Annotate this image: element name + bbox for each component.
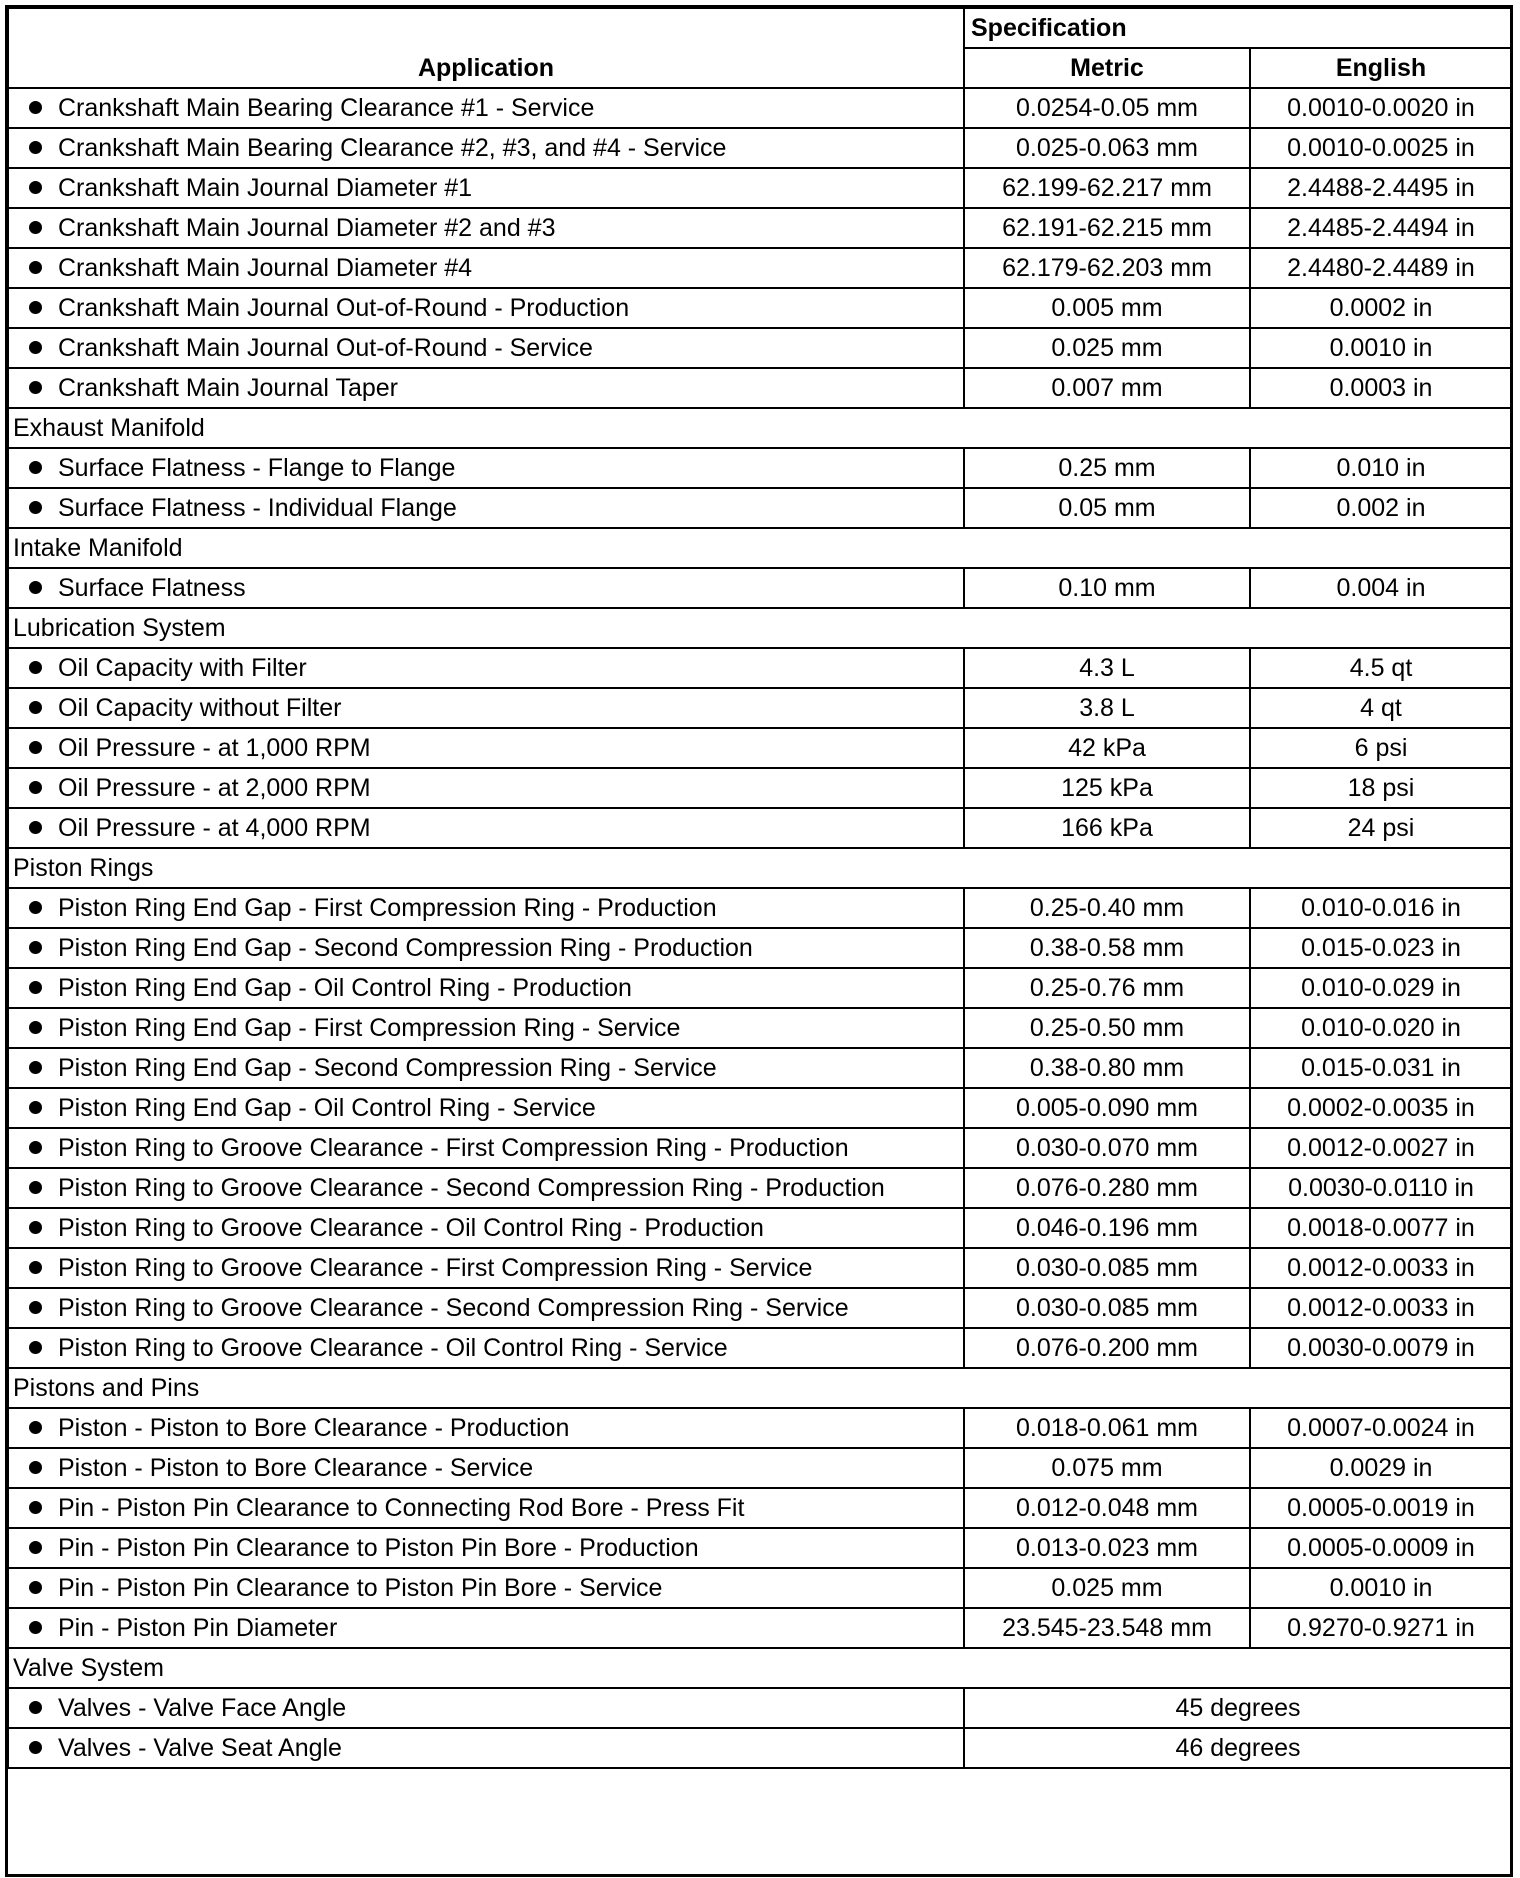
bullet-icon <box>29 1421 42 1434</box>
english-value-cell: 2.4480-2.4489 in <box>1250 248 1512 288</box>
application-cell <box>8 248 964 288</box>
application-cell <box>8 1328 964 1368</box>
bullet-icon <box>29 381 42 394</box>
table-row <box>8 1128 1512 1168</box>
table-row <box>8 488 1512 528</box>
metric-value-cell: 0.025 mm <box>964 328 1250 368</box>
table-row <box>8 208 1512 248</box>
table-row <box>8 688 1512 728</box>
metric-value-cell: 0.076-0.280 mm <box>964 1168 1250 1208</box>
table-row <box>8 928 1512 968</box>
application-cell <box>8 88 964 128</box>
application-cell <box>8 1288 964 1328</box>
english-value-cell: 0.002 in <box>1250 488 1512 528</box>
bullet-icon <box>29 661 42 674</box>
section-header-row <box>8 1368 1512 1408</box>
bullet-icon <box>29 941 42 954</box>
application-label: Valves - Valve Seat Angle <box>58 1734 342 1762</box>
metric-value-cell: 0.0254-0.05 mm <box>964 88 1250 128</box>
bullet-icon <box>29 1221 42 1234</box>
application-label: Pin - Piston Pin Diameter <box>58 1614 338 1642</box>
table-row <box>8 328 1512 368</box>
application-cell <box>8 1688 964 1728</box>
application-label: Piston Ring to Groove Clearance - First Compression Ring - Service <box>58 1254 813 1282</box>
table-row <box>8 168 1512 208</box>
application-cell <box>8 808 964 848</box>
application-cell <box>8 728 964 768</box>
bullet-icon <box>29 1021 42 1034</box>
english-value-cell: 0.9270-0.9271 in <box>1250 1608 1512 1648</box>
metric-value-cell: 0.005 mm <box>964 288 1250 328</box>
bullet-icon <box>29 1341 42 1354</box>
section-title: Pistons and Pins <box>8 1368 1512 1408</box>
bullet-icon <box>29 1101 42 1114</box>
english-value-cell: 0.0007-0.0024 in <box>1250 1408 1512 1448</box>
application-cell <box>8 328 964 368</box>
table-row <box>8 1048 1512 1088</box>
table-row <box>8 888 1512 928</box>
table-row <box>8 288 1512 328</box>
metric-value-cell: 0.076-0.200 mm <box>964 1328 1250 1368</box>
application-label: Surface Flatness - Individual Flange <box>58 494 457 522</box>
application-label: Piston - Piston to Bore Clearance - Production <box>58 1414 570 1442</box>
table-row <box>8 1488 1512 1528</box>
section-header-row <box>8 528 1512 568</box>
english-value-cell: 0.0005-0.0019 in <box>1250 1488 1512 1528</box>
application-label: Piston - Piston to Bore Clearance - Service <box>58 1454 534 1482</box>
english-value-cell: 0.0030-0.0079 in <box>1250 1328 1512 1368</box>
table-row <box>8 1008 1512 1048</box>
bullet-icon <box>29 1301 42 1314</box>
english-value-cell: 0.015-0.031 in <box>1250 1048 1512 1088</box>
english-value-cell: 0.010 in <box>1250 448 1512 488</box>
bullet-icon <box>29 1261 42 1274</box>
table-header <box>8 8 1512 88</box>
application-label: Oil Capacity without Filter <box>58 694 342 722</box>
metric-value-cell: 4.3 L <box>964 648 1250 688</box>
application-label: Pin - Piston Pin Clearance to Piston Pin Bore - Production <box>58 1534 699 1562</box>
application-header: Application <box>8 8 964 88</box>
bullet-icon <box>29 1181 42 1194</box>
application-cell <box>8 1528 964 1568</box>
english-value-cell: 18 psi <box>1250 768 1512 808</box>
application-cell <box>8 448 964 488</box>
table-row <box>8 128 1512 168</box>
english-value-cell: 0.0030-0.0110 in <box>1250 1168 1512 1208</box>
section-title: Lubrication System <box>8 608 1512 648</box>
application-cell <box>8 568 964 608</box>
application-label: Crankshaft Main Journal Diameter #4 <box>58 254 473 282</box>
specification-table <box>7 7 1513 1769</box>
table-row <box>8 808 1512 848</box>
english-header: English <box>1250 48 1512 88</box>
english-value-cell: 2.4485-2.4494 in <box>1250 208 1512 248</box>
specification-header: Specification <box>964 8 1512 48</box>
metric-value-cell: 62.199-62.217 mm <box>964 168 1250 208</box>
table-row <box>8 88 1512 128</box>
metric-value-cell: 62.191-62.215 mm <box>964 208 1250 248</box>
section-header-row <box>8 848 1512 888</box>
application-cell <box>8 1448 964 1488</box>
metric-value-cell: 125 kPa <box>964 768 1250 808</box>
application-cell <box>8 1208 964 1248</box>
bullet-icon <box>29 1501 42 1514</box>
header-row-top <box>8 8 1512 48</box>
english-value-cell: 0.0002-0.0035 in <box>1250 1088 1512 1128</box>
application-label: Piston Ring End Gap - First Compression Ring - Service <box>58 1014 681 1042</box>
bullet-icon <box>29 181 42 194</box>
application-cell <box>8 488 964 528</box>
application-label: Oil Pressure - at 4,000 RPM <box>58 814 371 842</box>
application-label: Crankshaft Main Journal Diameter #1 <box>58 174 473 202</box>
application-cell <box>8 968 964 1008</box>
application-label: Crankshaft Main Journal Out-of-Round - Production <box>58 294 630 322</box>
application-label: Crankshaft Main Journal Diameter #2 and #3 <box>58 214 556 242</box>
application-cell <box>8 128 964 168</box>
application-label: Oil Pressure - at 1,000 RPM <box>58 734 371 762</box>
metric-value-cell: 0.25-0.76 mm <box>964 968 1250 1008</box>
metric-value-cell: 0.007 mm <box>964 368 1250 408</box>
metric-header: Metric <box>964 48 1250 88</box>
metric-value-cell: 0.012-0.048 mm <box>964 1488 1250 1528</box>
application-cell <box>8 1488 964 1528</box>
metric-value-cell: 62.179-62.203 mm <box>964 248 1250 288</box>
metric-value-cell: 0.030-0.085 mm <box>964 1248 1250 1288</box>
english-value-cell: 0.0010-0.0025 in <box>1250 128 1512 168</box>
table-row <box>8 1448 1512 1488</box>
bullet-icon <box>29 1701 42 1714</box>
table-row <box>8 648 1512 688</box>
english-value-cell: 0.0010 in <box>1250 328 1512 368</box>
section-header-row <box>8 408 1512 448</box>
application-cell <box>8 1128 964 1168</box>
bullet-icon <box>29 101 42 114</box>
bullet-icon <box>29 1461 42 1474</box>
metric-value-cell: 0.25 mm <box>964 448 1250 488</box>
application-cell <box>8 1048 964 1088</box>
section-header-row <box>8 608 1512 648</box>
application-cell <box>8 168 964 208</box>
specification-value-cell: 45 degrees <box>964 1688 1512 1728</box>
table-row <box>8 1608 1512 1648</box>
metric-value-cell: 0.025-0.063 mm <box>964 128 1250 168</box>
metric-value-cell: 0.38-0.80 mm <box>964 1048 1250 1088</box>
table-row <box>8 1408 1512 1448</box>
application-label: Piston Ring to Groove Clearance - Second Compression Ring - Production <box>58 1174 885 1202</box>
application-cell <box>8 368 964 408</box>
application-label: Surface Flatness - Flange to Flange <box>58 454 456 482</box>
section-header-row <box>8 1648 1512 1688</box>
application-label: Surface Flatness <box>58 574 246 602</box>
application-cell <box>8 1088 964 1128</box>
english-value-cell: 0.010-0.029 in <box>1250 968 1512 1008</box>
application-label: Piston Ring End Gap - Second Compression Ring - Production <box>58 934 753 962</box>
bullet-icon <box>29 981 42 994</box>
metric-value-cell: 0.030-0.070 mm <box>964 1128 1250 1168</box>
section-title: Intake Manifold <box>8 528 1512 568</box>
application-cell <box>8 768 964 808</box>
section-title: Piston Rings <box>8 848 1512 888</box>
english-value-cell: 0.0012-0.0033 in <box>1250 1288 1512 1328</box>
english-value-cell: 24 psi <box>1250 808 1512 848</box>
application-label: Piston Ring End Gap - Oil Control Ring - Production <box>58 974 632 1002</box>
metric-value-cell: 0.10 mm <box>964 568 1250 608</box>
application-cell <box>8 648 964 688</box>
metric-value-cell: 0.046-0.196 mm <box>964 1208 1250 1248</box>
table-row <box>8 968 1512 1008</box>
metric-value-cell: 0.25-0.40 mm <box>964 888 1250 928</box>
metric-value-cell: 0.38-0.58 mm <box>964 928 1250 968</box>
application-cell <box>8 1408 964 1448</box>
english-value-cell: 0.0002 in <box>1250 288 1512 328</box>
table-row <box>8 1168 1512 1208</box>
application-label: Pin - Piston Pin Clearance to Piston Pin Bore - Service <box>58 1574 663 1602</box>
application-label: Piston Ring to Groove Clearance - Second Compression Ring - Service <box>58 1294 849 1322</box>
application-cell <box>8 888 964 928</box>
bullet-icon <box>29 1061 42 1074</box>
application-cell <box>8 928 964 968</box>
application-label: Piston Ring to Groove Clearance - Oil Control Ring - Production <box>58 1214 764 1242</box>
metric-value-cell: 0.075 mm <box>964 1448 1250 1488</box>
bullet-icon <box>29 461 42 474</box>
english-value-cell: 4 qt <box>1250 688 1512 728</box>
application-cell <box>8 1728 964 1768</box>
application-cell <box>8 1608 964 1648</box>
application-label: Piston Ring to Groove Clearance - Oil Control Ring - Service <box>58 1334 728 1362</box>
english-value-cell: 0.015-0.023 in <box>1250 928 1512 968</box>
bullet-icon <box>29 221 42 234</box>
metric-value-cell: 0.018-0.061 mm <box>964 1408 1250 1448</box>
application-label: Crankshaft Main Bearing Clearance #2, #3, and #4 - Service <box>58 134 727 162</box>
english-value-cell: 0.010-0.020 in <box>1250 1008 1512 1048</box>
english-value-cell: 6 psi <box>1250 728 1512 768</box>
table-row <box>8 248 1512 288</box>
metric-value-cell: 0.025 mm <box>964 1568 1250 1608</box>
bullet-icon <box>29 1141 42 1154</box>
english-value-cell: 0.004 in <box>1250 568 1512 608</box>
section-title: Exhaust Manifold <box>8 408 1512 448</box>
application-cell <box>8 1568 964 1608</box>
application-label: Oil Pressure - at 2,000 RPM <box>58 774 371 802</box>
table-row <box>8 368 1512 408</box>
table-row <box>8 1728 1512 1768</box>
table-row <box>8 1568 1512 1608</box>
application-label: Oil Capacity with Filter <box>58 654 307 682</box>
bullet-icon <box>29 821 42 834</box>
metric-value-cell: 23.545-23.548 mm <box>964 1608 1250 1648</box>
metric-value-cell: 42 kPa <box>964 728 1250 768</box>
application-label: Crankshaft Main Bearing Clearance #1 - Service <box>58 94 595 122</box>
application-label: Crankshaft Main Journal Out-of-Round - Service <box>58 334 593 362</box>
metric-value-cell: 0.25-0.50 mm <box>964 1008 1250 1048</box>
application-label: Piston Ring End Gap - Second Compression Ring - Service <box>58 1054 717 1082</box>
bullet-icon <box>29 1621 42 1634</box>
bullet-icon <box>29 1741 42 1754</box>
metric-value-cell: 0.013-0.023 mm <box>964 1528 1250 1568</box>
application-label: Pin - Piston Pin Clearance to Connecting Rod Bore - Press Fit <box>58 1494 745 1522</box>
table-row <box>8 568 1512 608</box>
bullet-icon <box>29 581 42 594</box>
table-row <box>8 728 1512 768</box>
metric-value-cell: 0.030-0.085 mm <box>964 1288 1250 1328</box>
bullet-icon <box>29 1541 42 1554</box>
english-value-cell: 0.0005-0.0009 in <box>1250 1528 1512 1568</box>
bullet-icon <box>29 301 42 314</box>
bullet-icon <box>29 741 42 754</box>
metric-value-cell: 3.8 L <box>964 688 1250 728</box>
application-label: Piston Ring End Gap - First Compression Ring - Production <box>58 894 717 922</box>
table-row <box>8 1528 1512 1568</box>
application-cell <box>8 208 964 248</box>
bullet-icon <box>29 781 42 794</box>
metric-value-cell: 0.05 mm <box>964 488 1250 528</box>
english-value-cell: 0.0012-0.0027 in <box>1250 1128 1512 1168</box>
application-label: Valves - Valve Face Angle <box>58 1694 347 1722</box>
bullet-icon <box>29 141 42 154</box>
table-body <box>8 88 1512 1768</box>
application-cell <box>8 688 964 728</box>
bullet-icon <box>29 261 42 274</box>
application-label: Piston Ring End Gap - Oil Control Ring - Service <box>58 1094 596 1122</box>
english-value-cell: 4.5 qt <box>1250 648 1512 688</box>
table-row <box>8 1328 1512 1368</box>
table-row <box>8 448 1512 488</box>
bullet-icon <box>29 1581 42 1594</box>
english-value-cell: 2.4488-2.4495 in <box>1250 168 1512 208</box>
bullet-icon <box>29 341 42 354</box>
specification-value-cell: 46 degrees <box>964 1728 1512 1768</box>
metric-value-cell: 166 kPa <box>964 808 1250 848</box>
bullet-icon <box>29 501 42 514</box>
english-value-cell: 0.0029 in <box>1250 1448 1512 1488</box>
application-cell <box>8 1008 964 1048</box>
table-row <box>8 768 1512 808</box>
english-value-cell: 0.0012-0.0033 in <box>1250 1248 1512 1288</box>
bullet-icon <box>29 701 42 714</box>
table-row <box>8 1088 1512 1128</box>
table-row <box>8 1288 1512 1328</box>
english-value-cell: 0.010-0.016 in <box>1250 888 1512 928</box>
application-cell <box>8 288 964 328</box>
metric-value-cell: 0.005-0.090 mm <box>964 1088 1250 1128</box>
application-label: Crankshaft Main Journal Taper <box>58 374 398 402</box>
table-row <box>8 1208 1512 1248</box>
english-value-cell: 0.0010 in <box>1250 1568 1512 1608</box>
english-value-cell: 0.0018-0.0077 in <box>1250 1208 1512 1248</box>
english-value-cell: 0.0010-0.0020 in <box>1250 88 1512 128</box>
english-value-cell: 0.0003 in <box>1250 368 1512 408</box>
bullet-icon <box>29 901 42 914</box>
application-label: Piston Ring to Groove Clearance - First Compression Ring - Production <box>58 1134 849 1162</box>
application-cell <box>8 1168 964 1208</box>
application-cell <box>8 1248 964 1288</box>
table-row <box>8 1688 1512 1728</box>
table-row <box>8 1248 1512 1288</box>
section-title: Valve System <box>8 1648 1512 1688</box>
